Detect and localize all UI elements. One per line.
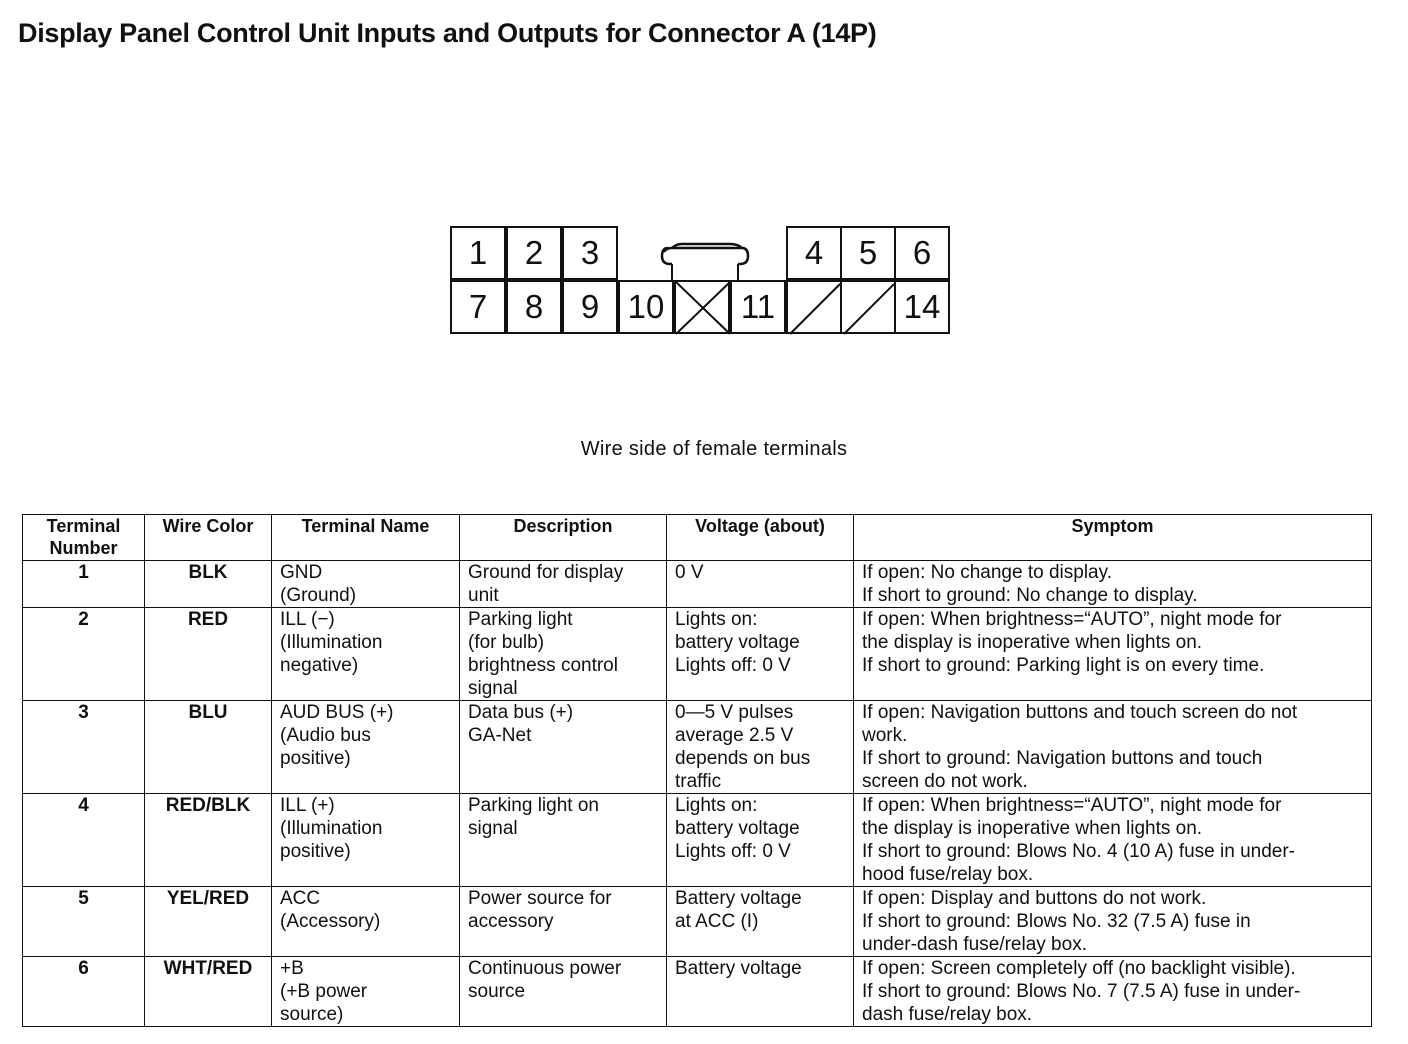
cell-symptom-line: the display is inoperative when lights on. [862, 632, 1203, 653]
cell-symptom-line: If open: Screen completely off (no backlight visible). [862, 958, 1296, 979]
terminal-cell-unused-slash-2 [840, 280, 896, 334]
cell-voltage-line: Lights on: [675, 609, 758, 630]
cell-voltage-line: battery voltage [675, 632, 800, 653]
cell-voltage [667, 957, 854, 1027]
cell-terminal-name-line: positive) [280, 841, 351, 862]
cell-terminal-name-line: (Audio bus [280, 725, 371, 746]
cell-symptom-line: under-dash fuse/relay box. [862, 934, 1087, 955]
terminal-cell-2: 2 [506, 226, 562, 280]
table-row [23, 608, 1372, 701]
cell-terminal-number: 1 [23, 561, 145, 608]
cell-symptom-line: screen do not work. [862, 771, 1028, 792]
cell-description-line: unit [468, 585, 499, 606]
cell-wire-color: WHT/RED [145, 957, 272, 1027]
cell-symptom-line: If short to ground: Blows No. 7 (7.5 A) fuse in under- [862, 981, 1301, 1002]
cell-terminal-name-line: (Illumination [280, 632, 383, 653]
cell-voltage [667, 561, 854, 608]
cell-description-line: brightness control [468, 655, 618, 676]
cell-terminal-name-line: +B [280, 958, 304, 979]
terminal-cell-5: 5 [840, 226, 896, 280]
terminal-cell-14: 14 [894, 280, 950, 334]
cell-terminal-name [272, 701, 460, 794]
terminal-cell-unused-x [674, 280, 730, 334]
cell-symptom-line: dash fuse/relay box. [862, 1004, 1033, 1025]
header-wire-color: Wire Color [145, 515, 272, 561]
terminal-cell-unused-slash-1 [786, 280, 842, 334]
cell-terminal-number: 6 [23, 957, 145, 1027]
cell-symptom-line: If short to ground: Blows No. 32 (7.5 A) fuse in [862, 911, 1251, 932]
cell-voltage-line: Lights off: 0 V [675, 655, 791, 676]
cell-symptom [854, 561, 1372, 608]
cell-description [460, 608, 667, 701]
table-row [23, 794, 1372, 887]
cell-voltage-line: Battery voltage [675, 888, 802, 909]
header-voltage: Voltage (about) [667, 515, 854, 561]
header-symptom: Symptom [854, 515, 1372, 561]
cell-description-line: source [468, 981, 526, 1002]
cell-wire-color: RED/BLK [145, 794, 272, 887]
cell-symptom-line: hood fuse/relay box. [862, 864, 1034, 885]
cell-description [460, 957, 667, 1027]
terminal-cell-1: 1 [450, 226, 506, 280]
cell-terminal-number: 5 [23, 887, 145, 957]
cell-symptom-line: If open: When brightness=“AUTO”, night mode for [862, 609, 1282, 630]
table-row [23, 701, 1372, 794]
header-terminal-number: Terminal Number [23, 515, 145, 561]
cell-voltage-line: Lights on: [675, 795, 758, 816]
table-header-row [23, 515, 1372, 561]
cell-symptom-line: If short to ground: Parking light is on every time. [862, 655, 1265, 676]
table-row [23, 561, 1372, 608]
cell-description-line: Continuous power [468, 958, 622, 979]
cell-voltage-line: average 2.5 V [675, 725, 794, 746]
cell-symptom-line: If open: Navigation buttons and touch screen do not [862, 702, 1298, 723]
unused-terminal-slash-icon [842, 282, 898, 336]
cell-voltage-line: battery voltage [675, 818, 800, 839]
cell-voltage-line: 0 V [675, 562, 704, 583]
diagram-caption: Wire side of female terminals [580, 438, 848, 460]
cell-terminal-number: 2 [23, 608, 145, 701]
cell-symptom-line: If open: When brightness=“AUTO”, night mode for [862, 795, 1282, 816]
cell-symptom-line: the display is inoperative when lights on. [862, 818, 1203, 839]
terminal-cell-8: 8 [506, 280, 562, 334]
cell-terminal-name-line: (Ground) [280, 585, 357, 606]
cell-terminal-name-line: GND [280, 562, 323, 583]
cell-terminal-name [272, 608, 460, 701]
cell-terminal-name-line: ILL (+) [280, 795, 335, 816]
cell-terminal-name-line: (Illumination [280, 818, 383, 839]
header-description: Description [460, 515, 667, 561]
cell-description-line: Power source for [468, 888, 612, 909]
cell-terminal-name-line: ILL (−) [280, 609, 335, 630]
cell-description [460, 887, 667, 957]
table-row [23, 887, 1372, 957]
cell-symptom [854, 794, 1372, 887]
cell-terminal-name-line: (+B power [280, 981, 368, 1002]
unused-terminal-x-icon [676, 282, 732, 336]
cell-terminal-name [272, 887, 460, 957]
cell-description [460, 794, 667, 887]
terminal-cell-11: 11 [730, 280, 786, 334]
cell-terminal-name-line: source) [280, 1004, 344, 1025]
cell-terminal-number: 3 [23, 701, 145, 794]
cell-description-line: signal [468, 678, 518, 699]
table-row [23, 957, 1372, 1027]
cell-voltage-line: at ACC (I) [675, 911, 759, 932]
cell-description-line: Ground for display [468, 562, 624, 583]
cell-terminal-name-line: ACC [280, 888, 321, 909]
cell-symptom-line: If short to ground: Blows No. 4 (10 A) fuse in under- [862, 841, 1296, 862]
cell-symptom-line: If open: No change to display. [862, 562, 1112, 583]
cell-terminal-name-line: (Accessory) [280, 911, 381, 932]
cell-terminal-name [272, 957, 460, 1027]
cell-description-line: Data bus (+) [468, 702, 574, 723]
cell-voltage-line: Battery voltage [675, 958, 802, 979]
cell-voltage [667, 608, 854, 701]
cell-symptom-line: If short to ground: Navigation buttons and touch [862, 748, 1263, 769]
cell-voltage-line: traffic [675, 771, 722, 792]
page-title: Display Panel Control Unit Inputs and Outputs for Connector A (14P) [18, 18, 877, 48]
cell-description-line: Parking light [468, 609, 573, 630]
pinout-table [22, 514, 1372, 1027]
cell-voltage-line: Lights off: 0 V [675, 841, 791, 862]
cell-wire-color: BLK [145, 561, 272, 608]
cell-symptom-line: If short to ground: No change to display. [862, 585, 1198, 606]
cell-symptom-line: work. [862, 725, 908, 746]
terminal-cell-4: 4 [786, 226, 842, 280]
cell-symptom [854, 957, 1372, 1027]
cell-terminal-name-line: negative) [280, 655, 359, 676]
cell-terminal-name [272, 561, 460, 608]
terminal-cell-9: 9 [562, 280, 618, 334]
cell-wire-color: YEL/RED [145, 887, 272, 957]
header-terminal-name: Terminal Name [272, 515, 460, 561]
terminal-cell-10: 10 [618, 280, 674, 334]
cell-voltage [667, 887, 854, 957]
cell-description [460, 561, 667, 608]
terminal-cell-7: 7 [450, 280, 506, 334]
cell-voltage [667, 794, 854, 887]
unused-terminal-slash-icon [788, 282, 844, 336]
cell-terminal-name-line: AUD BUS (+) [280, 702, 394, 723]
cell-voltage-line: depends on bus [675, 748, 811, 769]
cell-description-line: signal [468, 818, 518, 839]
cell-description-line: GA-Net [468, 725, 532, 746]
cell-description [460, 701, 667, 794]
cell-symptom [854, 887, 1372, 957]
cell-wire-color: RED [145, 608, 272, 701]
terminal-cell-6: 6 [894, 226, 950, 280]
cell-wire-color: BLU [145, 701, 272, 794]
cell-symptom [854, 608, 1372, 701]
cell-terminal-name-line: positive) [280, 748, 351, 769]
cell-voltage [667, 701, 854, 794]
cell-terminal-number: 4 [23, 794, 145, 887]
cell-terminal-name [272, 794, 460, 887]
cell-voltage-line: 0—5 V pulses [675, 702, 794, 723]
terminal-cell-3: 3 [562, 226, 618, 280]
cell-symptom-line: If open: Display and buttons do not work. [862, 888, 1207, 909]
cell-description-line: (for bulb) [468, 632, 545, 653]
cell-description-line: accessory [468, 911, 554, 932]
cell-symptom [854, 701, 1372, 794]
cell-description-line: Parking light on [468, 795, 599, 816]
